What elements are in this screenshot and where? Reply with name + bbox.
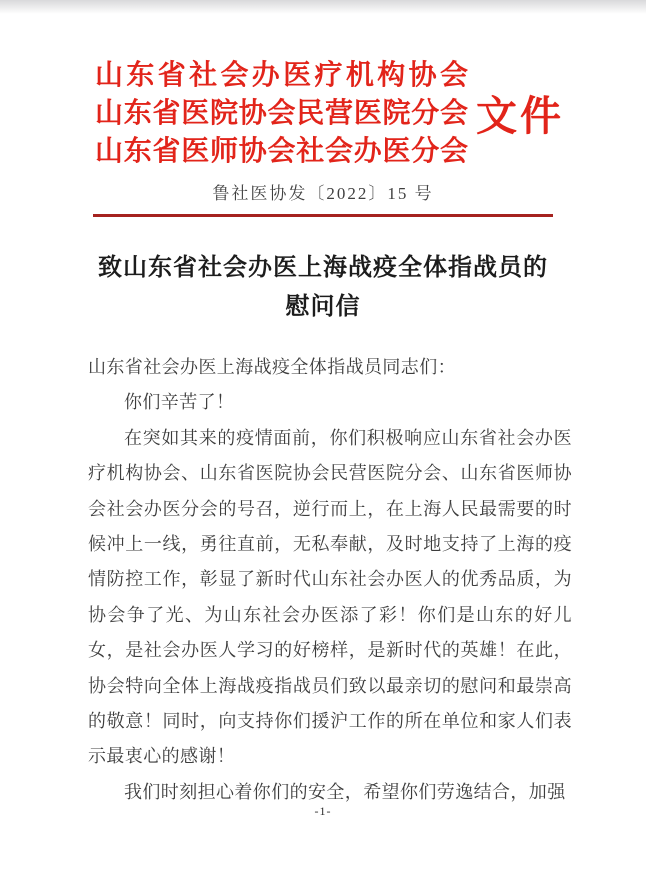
paragraph-2: 在突如其来的疫情面前，你们积极响应山东省社会办医疗机构协会、山东省医院协会民营医院分会、山东省医师协会社会办医分会的号召，逆行而上，在上海人民最需要的时候冲上一线，勇往直前，无私奉献，及时地支持了上海的疫情防控工作，彰显了新时代山东社会办医人的优秀品质，为协会争了光、为山东社会办医添了彩！你们是山东的好儿女，是社会办医人学习的好榜样，是新时代的英雄！在此，协会特向全体上海战疫指战员们致以最亲切的慰问和最崇高的敬意！同时，向支持你们援沪工作的所在单位和家人们表示最衷心的感谢！	[88, 427, 572, 767]
org-name-line-2: 山东省医院协会民营医院分会	[95, 98, 468, 129]
document-title	[0, 249, 646, 327]
org-name-line-3: 山东省医师协会社会办医分会	[95, 136, 468, 167]
paragraph-3: 我们时刻担心着你们的安全，希望你们劳逸结合，加强	[124, 781, 566, 802]
red-divider-rule	[93, 214, 553, 217]
document-type-label: 文件	[476, 93, 564, 139]
salutation: 山东省社会办医上海战疫全体指战员同志们：	[88, 357, 456, 377]
document-number: 鲁社医协发〔2022〕15 号	[212, 184, 434, 203]
paragraph-1: 你们辛苦了！	[124, 392, 235, 413]
page-number: -1-	[314, 804, 332, 818]
document-title-line-2: 慰问信	[285, 294, 361, 320]
document-title-line-1: 致山东省社会办医上海战疫全体指战员的	[98, 255, 548, 281]
letterhead-org-block	[95, 57, 468, 171]
letter-body	[88, 350, 572, 810]
org-name-line-1: 山东省社会办医疗机构协会	[95, 60, 468, 91]
scan-edge-shading	[0, 0, 646, 14]
